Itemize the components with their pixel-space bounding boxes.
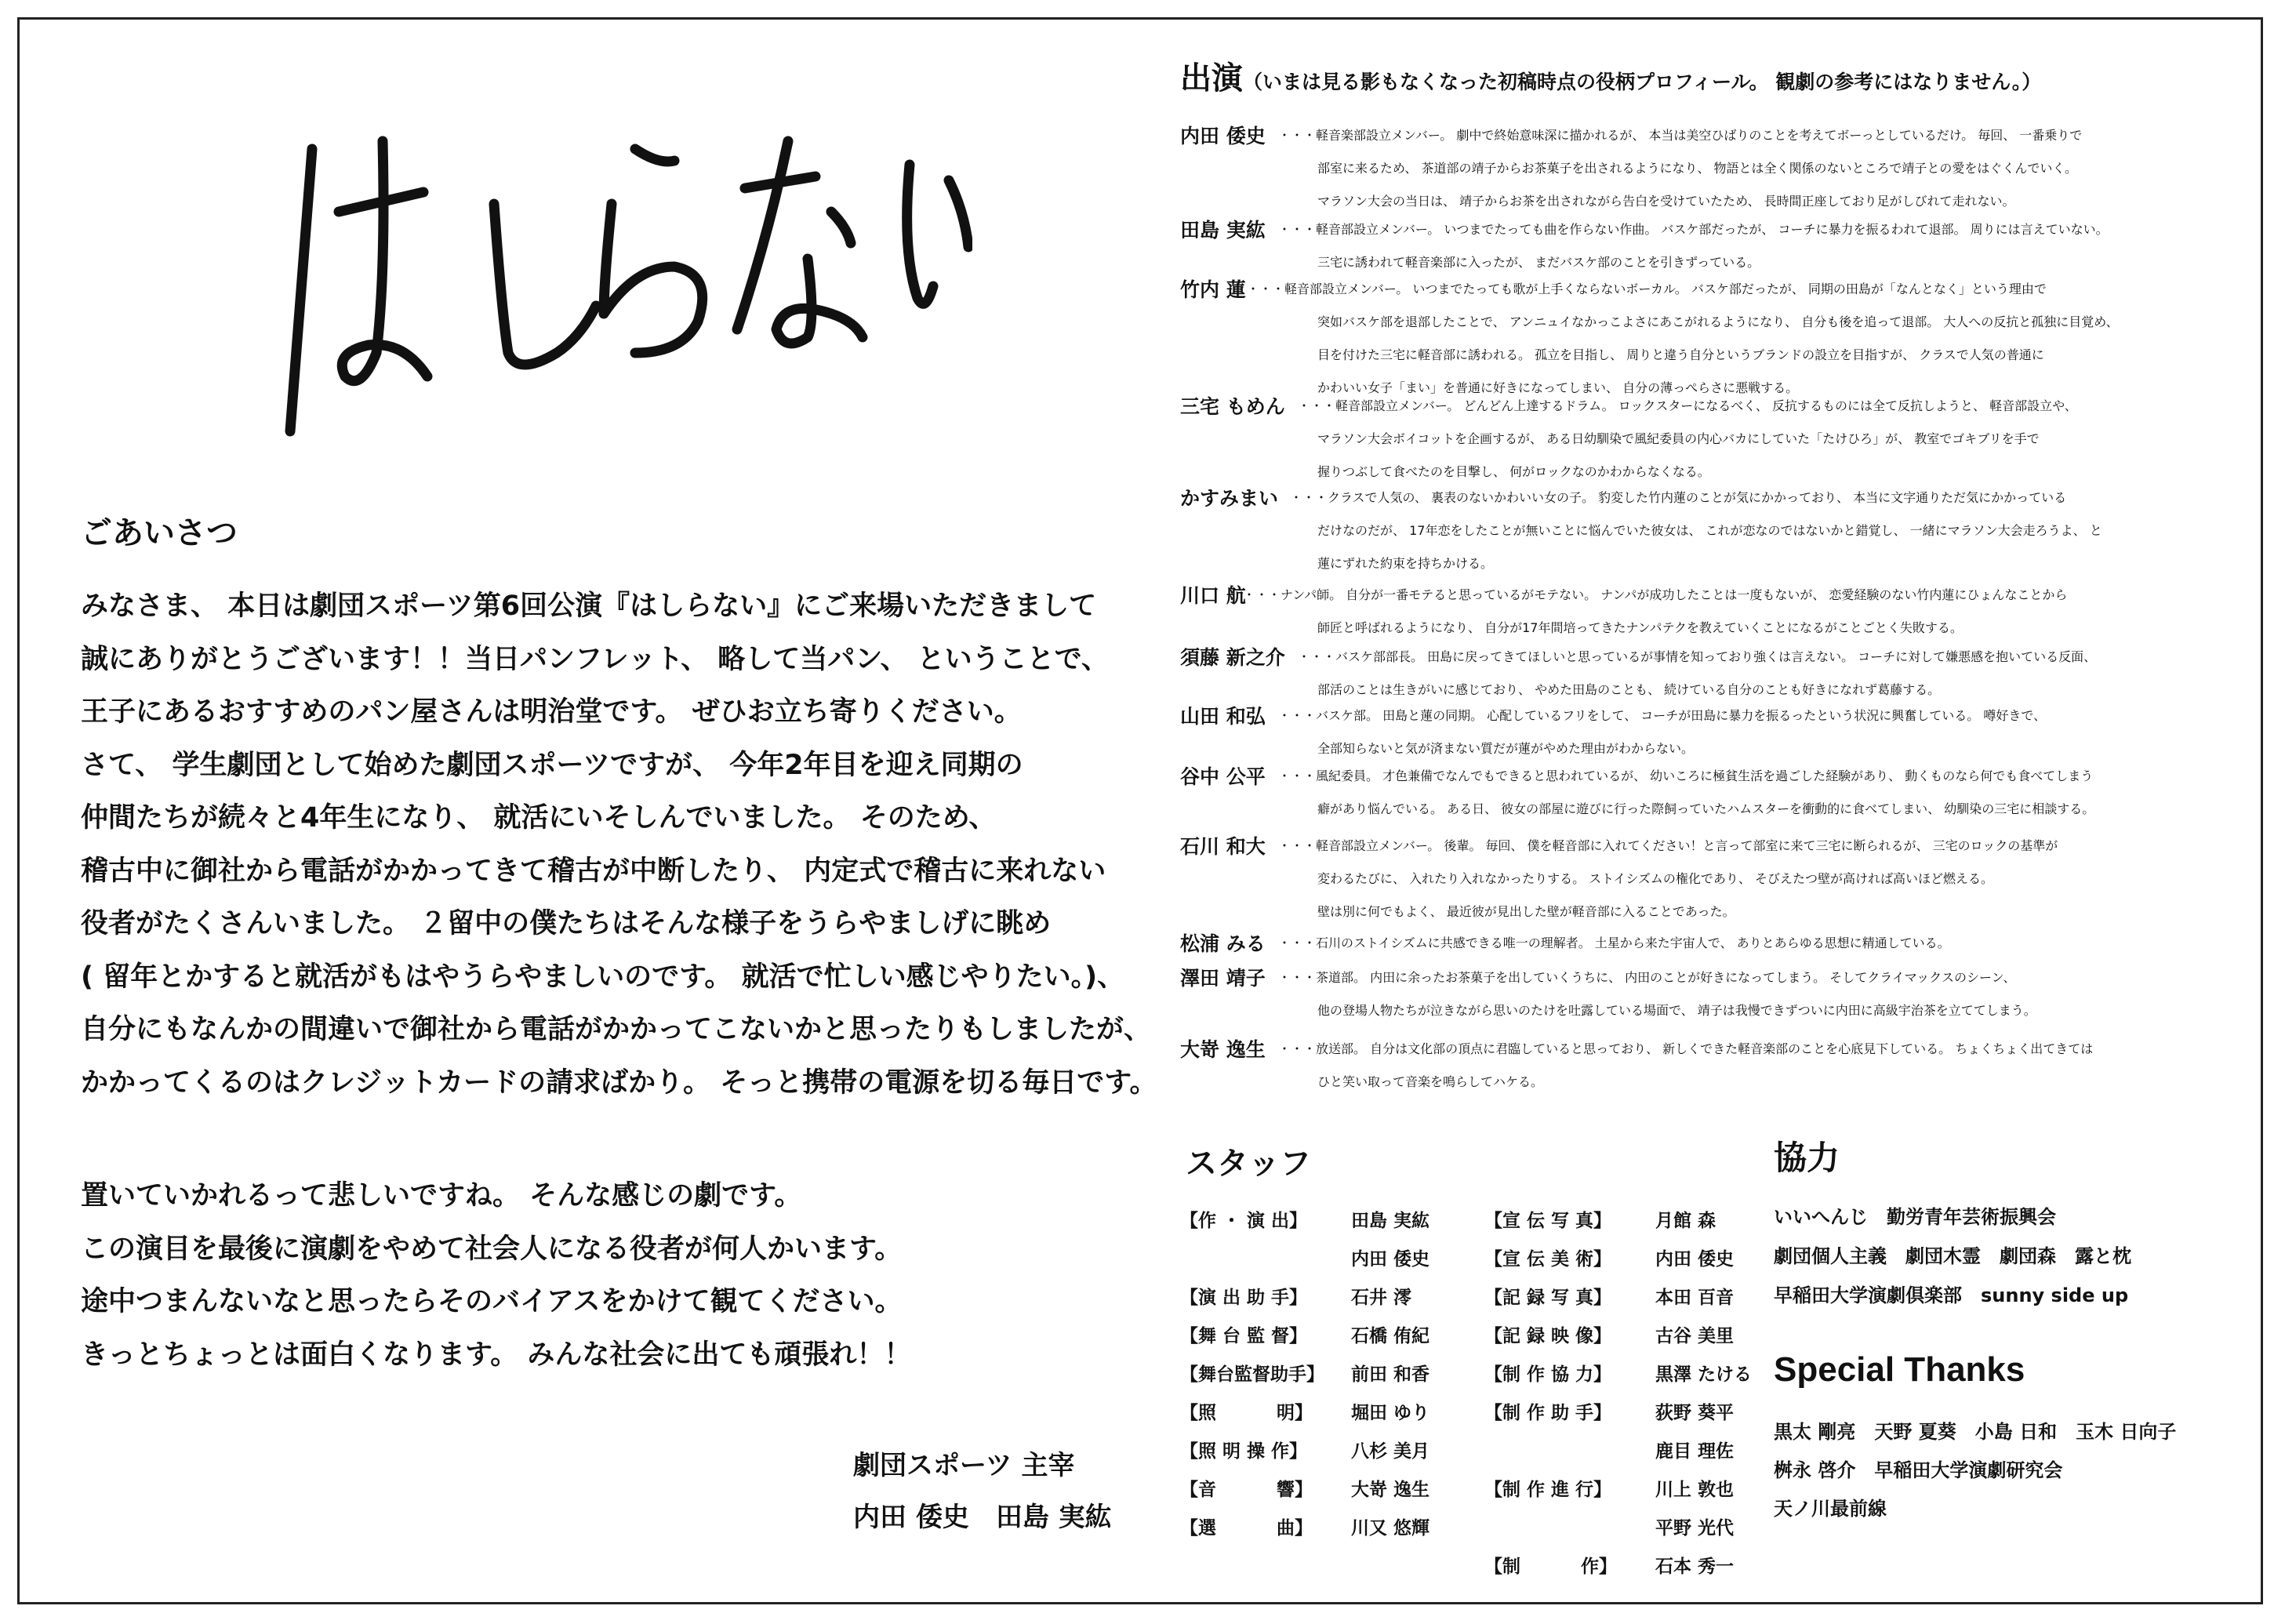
cast-description-line: ・・・バスケ部部長。 田島に戻ってきてほしいと思っているが事情を知っており強くは言えない。 コーチに対して嫌悪感を抱いている反面、 bbox=[1298, 649, 2097, 664]
staff-row bbox=[1484, 1437, 1734, 1462]
greeting-line: 途中つまんないなと思ったらそのバイアスをかけて観てください。 bbox=[81, 1286, 903, 1317]
greeting-line: 自分にもなんかの間違いで御社から電話がかかってこないかと思ったりもしましたが、 bbox=[81, 1014, 1152, 1045]
cast-description-line: マラソン大会ボイコットを企画するが、 ある日幼馴染で風紀委員の内心バカにしていた「たけひろ」が、 教室でゴキブリを手で bbox=[1317, 431, 2040, 446]
cast-description-line: かわいい女子「まい」を普通に好きになってしまい、 自分の薄っぺらさに悪戦する。 bbox=[1317, 380, 1799, 395]
staff-row bbox=[1180, 1283, 1411, 1309]
cast-description-line: マラソン大会の当日は、 靖子からお茶を出されながら告白を受けていたため、 長時間正座しており足がしびれて走れない。 bbox=[1317, 194, 2015, 209]
cast-description-line: 壁は別に何でもよく、 最近彼が見出した壁が軽音部に入ることであった。 bbox=[1317, 904, 1735, 919]
cast-subtitle: （いまは見る影もなくなった初稿時点の役柄プロフィール。 観劇の参考にはなりません。） bbox=[1243, 71, 2042, 93]
staff-name: 古谷 美里 bbox=[1655, 1326, 1735, 1346]
cast-name: 内田 倭史 bbox=[1180, 125, 1266, 147]
staff-row bbox=[1484, 1360, 1752, 1386]
greeting-line: ( 留年とかすると就活がもはやうらやましいのです。 就活で忙しい感じやりたい。)、 bbox=[81, 961, 1125, 993]
staff-role: 【作 ・ 演 出】 bbox=[1180, 1211, 1308, 1231]
greeting-line: 置いていかれるって悲しいですね。 そんな感じの劇です。 bbox=[81, 1180, 802, 1212]
cast-description-line: 三宅に誘われて軽音楽部に入ったが、 まだバスケ部のことを引きずっている。 bbox=[1317, 255, 1760, 270]
cooperation-line: いいへんじ 勤労青年芸術振興会 bbox=[1774, 1206, 2056, 1228]
greeting-body bbox=[81, 580, 1179, 1382]
staff-role: 【制 作 協 力】 bbox=[1484, 1364, 1612, 1385]
greeting-line: 役者がたくさんいました。 ２留中の僕たちはそんな様子をうらやましげに眺め bbox=[81, 908, 1052, 939]
staff-role: 【舞 台 監 督】 bbox=[1180, 1326, 1308, 1346]
staff-name: 黒澤 たける bbox=[1655, 1364, 1753, 1385]
staff-row bbox=[1180, 1244, 1429, 1270]
staff-role: 【選 曲】 bbox=[1180, 1518, 1313, 1539]
staff-name: 月館 森 bbox=[1655, 1211, 1716, 1231]
staff-role: 【宣 伝 美 術】 bbox=[1484, 1249, 1612, 1270]
cast-description-line: ・・・バスケ部。 田島と蓮の同期。 心配しているフリをして、 コーチが田島に暴力を振るったという状況に興奮している。 噂好きで、 bbox=[1278, 708, 2047, 723]
cast-description-line: 握りつぶして食べたのを目撃し、 何がロックなのかわからなくなる。 bbox=[1317, 464, 1710, 479]
staff-row bbox=[1484, 1206, 1716, 1232]
greeting-line: 稽古中に御社から電話がかかってきて稽古が中断したり、 内定式で稽古に来れない bbox=[81, 855, 1106, 887]
staff-role: 【制 作 進 行】 bbox=[1484, 1480, 1612, 1500]
greeting-line: かかってくるのはクレジットカードの請求ばかり。 そっと携帯の電源を切る毎日です。 bbox=[81, 1066, 1157, 1099]
cast-description-line: ・・・軽音部設立メンバー。 どんどん上達するドラム。 ロックスターになるべく、 反抗するものには全て反抗しようと、 軽音部設立や、 bbox=[1298, 398, 2077, 413]
staff-row bbox=[1484, 1475, 1734, 1501]
staff-role: 【制 作 助 手】 bbox=[1484, 1403, 1612, 1423]
staff-row bbox=[1180, 1360, 1429, 1386]
greeting-line: さて、 学生劇団として始めた劇団スポーツですが、 今年2年目を迎え同期の bbox=[81, 749, 1023, 781]
staff-name: 川又 悠輝 bbox=[1351, 1518, 1430, 1539]
staff-name: 荻野 葵平 bbox=[1655, 1403, 1735, 1423]
title-logo bbox=[267, 118, 972, 447]
cast-name: 谷中 公平 bbox=[1180, 765, 1266, 788]
staff-role: 【記 録 写 真】 bbox=[1484, 1288, 1612, 1308]
cast-name: 川口 航 bbox=[1180, 584, 1246, 607]
cast-description-line: 蓮にずれた約束を持ちかける。 bbox=[1317, 556, 1494, 571]
staff-name: 前田 和香 bbox=[1351, 1364, 1430, 1385]
greeting-line: 仲間たちが続々と4年生になり、 就活にいそしんでいました。 そのため、 bbox=[81, 802, 997, 834]
cast-name: 須藤 新之介 bbox=[1180, 646, 1285, 669]
staff-row bbox=[1484, 1398, 1734, 1424]
greeting-line: 王子にあるおすすめのパン屋さんは明治堂です。 ぜひお立ち寄りください。 bbox=[81, 696, 1022, 728]
cast-description-line: 全部知らないと気が済まない質だが蓮がやめた理由がわからない。 bbox=[1317, 741, 1695, 756]
cooperation-title: 協力 bbox=[1774, 1139, 1840, 1177]
special-thanks-title: Special Thanks bbox=[1774, 1350, 2025, 1389]
staff-name: 堀田 ゆり bbox=[1351, 1403, 1430, 1423]
cast-description-line: 部室に来るため、 茶道部の靖子からお茶菓子を出されるようになり、 物語とは全く関係のないところで靖子との愛をはぐくんでいく。 bbox=[1317, 161, 2078, 176]
staff-row bbox=[1484, 1244, 1734, 1270]
staff-name: 石本 秀一 bbox=[1655, 1557, 1735, 1577]
cast-name: 松浦 みる bbox=[1180, 932, 1266, 955]
staff-row bbox=[1180, 1206, 1429, 1232]
cast-description-line: ・・・石川のストイシズムに共感できる唯一の理解者。 土星から来た宇宙人で、 ありとあらゆる思想に精通している。 bbox=[1278, 936, 1950, 950]
staff-role: 【音 響】 bbox=[1180, 1480, 1313, 1500]
staff-name: 石橋 侑紀 bbox=[1351, 1326, 1430, 1346]
cast-description-line: ・・・軽音部設立メンバー。 いつまでたっても曲を作らない作曲。 バスケ部だったが、 コーチに暴力を振るわれて退部。 周りには言えていない。 bbox=[1278, 222, 2109, 237]
staff-row bbox=[1180, 1398, 1429, 1424]
cast-description-line: ・・・風紀委員。 才色兼備でなんでもできると思われているが、 幼いころに極貧生活を過ごした経験があり、 動くものなら何でも食べてしまう bbox=[1278, 768, 2094, 783]
cast-description-line: 目を付けた三宅に軽音部に誘われる。 孤立を目指し、 周りと違う自分というブランドの設立を目指すが、 クラスで人気の普通に bbox=[1317, 347, 2044, 362]
staff-name: 田島 実紘 bbox=[1351, 1211, 1430, 1231]
staff-name: 内田 倭史 bbox=[1351, 1249, 1430, 1270]
cast-description-line: 癖があり悩んでいる。 ある日、 彼女の部屋に遊びに行った際飼っていたハムスターを衝動的に食べてしまい、 幼馴染の三宅に相談する。 bbox=[1317, 801, 2095, 816]
staff-role: 【演 出 助 手】 bbox=[1180, 1288, 1308, 1308]
greeting-line: 誠にありがとうございます！！当日パンフレット、 略して当パン、 ということで、 bbox=[81, 643, 1109, 675]
staff-role: 【照 明】 bbox=[1180, 1403, 1313, 1423]
staff-name: 八杉 美月 bbox=[1351, 1441, 1430, 1462]
staff-role: 【制 作】 bbox=[1484, 1557, 1618, 1577]
signature-names: 内田 倭史 田島 実紘 bbox=[853, 1502, 1112, 1533]
cast-description-line: ・・・ナンパ師。 自分が一番モテると思っているがモテない。 ナンパが成功したことは一度もないが、 恋愛経験のない竹内蓮にひょんなことから bbox=[1243, 587, 2068, 602]
cast-name: 山田 和弘 bbox=[1180, 705, 1266, 728]
staff-row bbox=[1180, 1475, 1429, 1501]
cast-description-line: ・・・軽音楽部設立メンバー。 劇中で終始意味深に描かれるが、 本当は美空ひばりのことを考えてボーっとしているだけ。 毎回、 一番乗りで bbox=[1278, 128, 2083, 143]
cast-name: 三宅 もめん bbox=[1180, 395, 1285, 418]
cast-title: 出演 bbox=[1180, 60, 1243, 96]
cast-name: 田島 実紘 bbox=[1180, 219, 1266, 242]
staff-role: 【照 明 操 作】 bbox=[1180, 1441, 1308, 1462]
cooperation-line: 劇団個人主義 劇団木霊 劇団森 露と枕 bbox=[1774, 1245, 2131, 1267]
staff-role: 【舞台監督助手】 bbox=[1180, 1364, 1324, 1385]
cast-description-line: 部活のことは生きがいに感じており、 やめた田島のことも、 続けている自分のことも好きになれず葛藤する。 bbox=[1317, 682, 1941, 697]
cast-description-line: だけなのだが、 17年恋をしたことが無いことに悩んでいた彼女は、 これが恋なのではないかと錯覚し、 一緒にマラソン大会走ろうよ、 と bbox=[1317, 523, 2102, 538]
staff-row bbox=[1484, 1283, 1734, 1309]
cast-name: かすみまい bbox=[1180, 487, 1279, 510]
thanks-line: 黒太 剛亮 天野 夏葵 小島 日和 玉木 日向子 bbox=[1774, 1421, 2177, 1443]
cast-description-line: ・・・クラスで人気の、 裏表のないかわいい女の子。 豹変した竹内蓮のことが気にかかっており、 本当に文字通りただ気にかかっている bbox=[1290, 490, 2067, 505]
cast-description-line: ひと笑い取って音楽を鳴らしてハケる。 bbox=[1317, 1074, 1544, 1089]
cooperation-line: 早稲田大学演劇倶楽部 sunny side up bbox=[1774, 1284, 2129, 1306]
staff-name: 本田 百音 bbox=[1655, 1288, 1735, 1308]
staff-name: 大嵜 逸生 bbox=[1351, 1480, 1430, 1500]
staff-name: 川上 敦也 bbox=[1655, 1480, 1735, 1500]
signature-company: 劇団スポーツ 主宰 bbox=[853, 1450, 1075, 1481]
staff-role: 【記 録 映 像】 bbox=[1484, 1326, 1612, 1346]
cast-description-line: ・・・軽音部設立メンバー。 後輩。 毎回、 僕を軽音部に入れてください！と言って部室に来て三宅に断られるが、 三宅のロックの基準が bbox=[1278, 838, 2058, 853]
cast-description-line: ・・・放送部。 自分は文化部の頂点に君臨していると思っており、 新しくできた軽音楽部のことを心底見下している。 ちょくちょく出てきては bbox=[1278, 1041, 2094, 1056]
cast-name: 竹内 蓮 bbox=[1180, 278, 1246, 301]
cast-name: 澤田 靖子 bbox=[1180, 967, 1266, 990]
cast-description-line: ・・・軽音部設立メンバー。 いつまでたっても歌が上手くならないボーカル。 バスケ部だったが、 同期の田島が「なんとなく」という理由で bbox=[1247, 282, 2047, 296]
staff-row bbox=[1484, 1513, 1734, 1539]
cast-description-line: 師匠と呼ばれるようになり、 自分が17年間培ってきたナンパテクを教えていくことになるがことごとく失敗する。 bbox=[1317, 620, 1963, 635]
cast-name: 石川 和大 bbox=[1180, 835, 1266, 858]
greeting-line: きっとちょっとは面白くなります。 みんな社会に出ても頑張れ！！ bbox=[81, 1339, 912, 1371]
cast-description-line: ・・・茶道部。 内田に余ったお茶菓子を出していくうちに、 内田のことが好きになってしまう。 そしてクライマックスのシーン、 bbox=[1278, 970, 2016, 985]
staff-row bbox=[1180, 1437, 1429, 1462]
staff-name: 平野 光代 bbox=[1655, 1518, 1735, 1539]
signature bbox=[853, 1440, 1112, 1543]
greeting-line: みなさま、 本日は劇団スポーツ第6回公演『はしらない』にご来場いただきまして bbox=[81, 590, 1097, 622]
greeting-line: この演目を最後に演劇をやめて社会人になる役者が何人かいます。 bbox=[81, 1233, 903, 1265]
thanks-line: 天ノ川最前線 bbox=[1774, 1498, 1887, 1520]
staff-name: 内田 倭史 bbox=[1655, 1249, 1735, 1270]
staff-name: 鹿目 理佐 bbox=[1655, 1441, 1735, 1462]
staff-row bbox=[1180, 1513, 1429, 1539]
staff-row bbox=[1484, 1321, 1734, 1347]
staff-title: スタッフ bbox=[1186, 1146, 1311, 1182]
cast-name: 大嵜 逸生 bbox=[1180, 1038, 1266, 1061]
staff-role: 【宣 伝 写 真】 bbox=[1484, 1211, 1612, 1231]
greeting-title: ごあいさつ bbox=[81, 515, 238, 551]
staff-row bbox=[1484, 1552, 1734, 1578]
cast-heading bbox=[1180, 53, 2041, 98]
thanks-line: 桝永 啓介 早稲田大学演劇研究会 bbox=[1774, 1459, 2063, 1481]
cast-description-line: 変わるたびに、 入れたり入れなかったりする。 ストイシズムの権化であり、 そびえたつ壁が高ければ高いほど燃える。 bbox=[1317, 871, 1993, 886]
cast-description-line: 他の登場人物たちが泣きながら思いのたけを吐露している場面で、 靖子は我慢できずついに内田に高級宇治茶を立ててしまう。 bbox=[1317, 1003, 2036, 1018]
cast-description-line: 突如バスケ部を退部したことで、 アンニュイなかっこよさにあこがれるようになり、 自分も後を追って退部。 大人への反抗と孤独に目覚め、 bbox=[1317, 314, 2119, 329]
staff-name: 石井 澪 bbox=[1351, 1288, 1412, 1308]
staff-row bbox=[1180, 1321, 1429, 1347]
